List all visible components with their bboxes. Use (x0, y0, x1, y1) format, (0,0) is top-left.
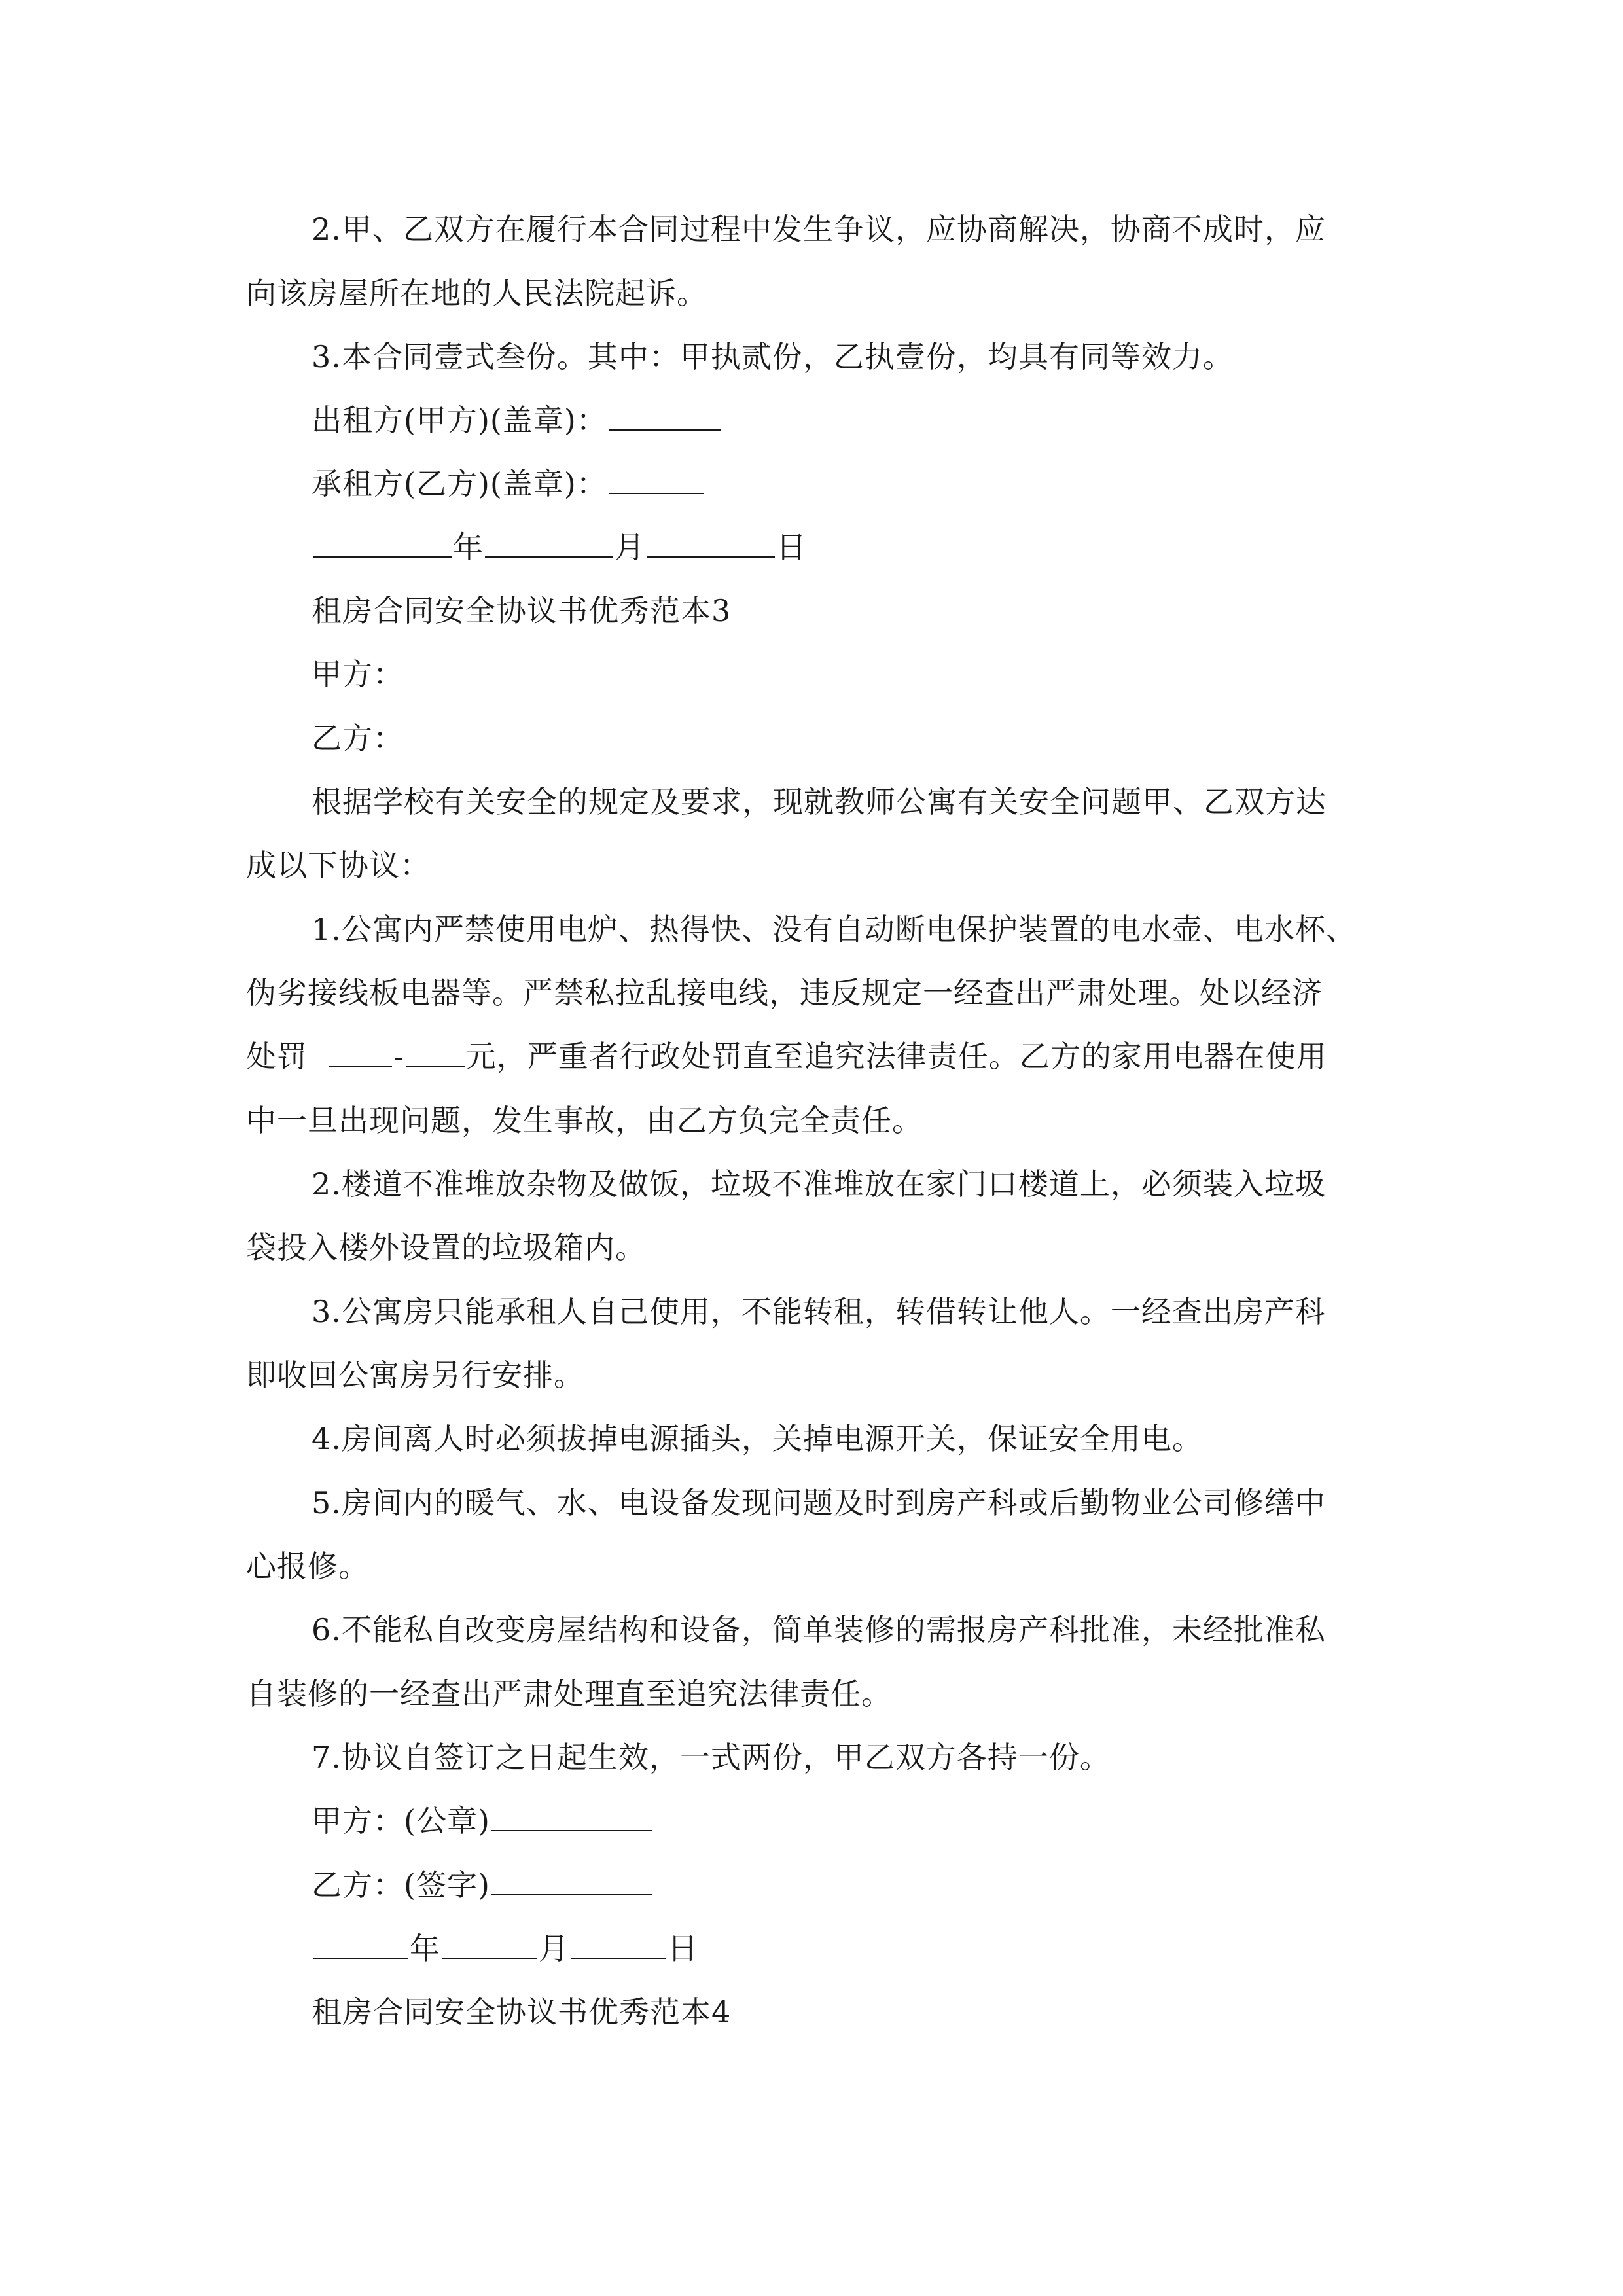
item-7: 7.协议自签订之日起生效，一式两份，甲乙双方各持一份。 (312, 1740, 1111, 1775)
lessor-blank (609, 401, 721, 431)
item-6-line-2: 自装修的一经查出严肃处理直至追究法律责任。 (246, 1676, 892, 1712)
clause-3: 3.本合同壹式叁份。其中：甲执贰份，乙执壹份，均具有同等效力。 (312, 339, 1234, 374)
sign-b-line (312, 1865, 654, 1905)
lessee-blank (609, 464, 704, 494)
sign-a-label: 甲方：(公章) (312, 1803, 490, 1839)
sign-b-blank (491, 1865, 652, 1895)
sign-a-blank (491, 1801, 652, 1831)
penalty-label: 处罚 (246, 1039, 308, 1074)
day-label-2: 日 (668, 1931, 698, 1966)
item-3-line-1: 3.公寓房只能承租人自己使用，不能转租，转借转让他人。一经查出房产科 (312, 1294, 1326, 1329)
intro-line-1: 根据学校有关安全的规定及要求，现就教师公寓有关安全问题甲、乙双方达 (312, 784, 1327, 819)
year-label: 年 (453, 529, 484, 565)
intro-line-2: 成以下协议： (246, 848, 431, 883)
item-4: 4.房间离人时必须拔掉电源插头，关掉电源开关，保证安全用电。 (312, 1421, 1203, 1456)
penalty-text: 元，严重者行政处罚直至追究法律责任。乙方的家用电器在使用 (465, 1039, 1327, 1074)
item-6-line-1: 6.不能私自改变房屋结构和设备，简单装修的需报房产科批准，未经批准私 (312, 1612, 1326, 1647)
item-1-line-1: 1.公寓内严禁使用电炉、热得快、没有自动断电保护装置的电水壶、电水杯、 (312, 912, 1357, 947)
item-1-line-4: 中一旦出现问题，发生事故，由乙方负完全责任。 (246, 1103, 923, 1138)
item-5-line-1: 5.房间内的暖气、水、电设备发现问题及时到房产科或后勤物业公司修缮中 (312, 1485, 1326, 1520)
item-3-line-2: 即收回公寓房另行安排。 (246, 1357, 584, 1393)
day-blank (647, 528, 775, 558)
sign-b-label: 乙方：(签字) (312, 1867, 490, 1903)
year-label-2: 年 (410, 1931, 440, 1966)
clause-2-line-1: 2.甲、乙双方在履行本合同过程中发生争议，应协商解决，协商不成时，应 (312, 211, 1326, 247)
day-blank-2 (571, 1929, 666, 1959)
section-heading-4: 租房合同安全协议书优秀范本4 (312, 1994, 732, 2030)
section-heading-3: 租房合同安全协议书优秀范本3 (312, 593, 732, 628)
date-line-2 (312, 1929, 698, 1968)
sign-a-line (312, 1801, 654, 1840)
penalty-min-blank (329, 1037, 392, 1067)
month-label-2: 月 (539, 1931, 569, 1966)
lessee-label: 承租方(乙方)(盖章)： (312, 466, 607, 501)
item-2-line-1: 2.楼道不准堆放杂物及做饭，垃圾不准堆放在家门口楼道上，必须装入垃圾 (312, 1166, 1326, 1202)
month-blank-2 (442, 1929, 537, 1959)
item-1-line-3 (246, 1037, 1327, 1076)
penalty-max-blank (406, 1037, 465, 1067)
penalty-dash: - (393, 1039, 404, 1074)
item-1-line-2: 伪劣接线板电器等。严禁私拉乱接电线，违反规定一经查出严肃处理。处以经济 (246, 975, 1323, 1011)
date-line-1 (312, 528, 807, 567)
year-blank (313, 528, 452, 558)
lessor-signature-line (312, 401, 722, 440)
party-b-label: 乙方： (312, 721, 404, 756)
clause-2-line-2: 向该房屋所在地的人民法院起诉。 (246, 276, 707, 311)
party-a-label: 甲方： (312, 656, 404, 692)
item-5-line-2: 心报修。 (246, 1549, 369, 1584)
year-blank-2 (313, 1929, 408, 1959)
month-label: 月 (615, 529, 645, 565)
day-label: 日 (776, 529, 807, 565)
lessee-signature-line (312, 464, 705, 503)
month-blank (485, 528, 613, 558)
lessor-label: 出租方(甲方)(盖章)： (312, 403, 607, 438)
item-2-line-2: 袋投入楼外设置的垃圾箱内。 (246, 1230, 646, 1265)
